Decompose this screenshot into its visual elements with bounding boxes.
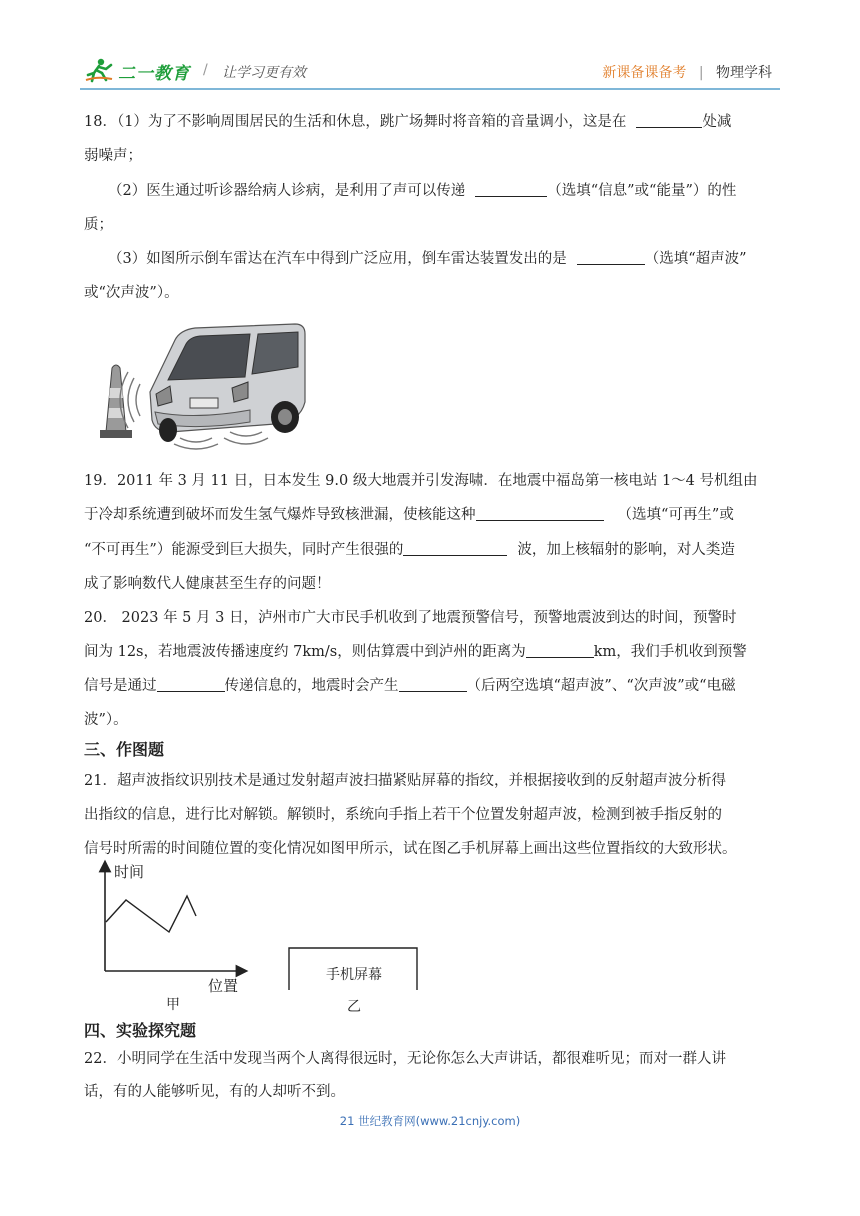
q18-text: 处减 — [702, 114, 732, 130]
x-axis-label: 位置 — [208, 977, 239, 995]
header-right — [602, 62, 772, 82]
q20-text: 信号是通过 — [84, 678, 157, 694]
q20-line4: 波”）。 — [84, 712, 128, 728]
q20-line2 — [84, 643, 784, 661]
q18-line1 — [84, 113, 784, 131]
q20-text: （后两空选填“超声波”、“次声波”或“电磁 — [466, 678, 736, 694]
q18-part3 — [108, 250, 808, 268]
phone-caption: 乙 — [347, 999, 361, 1015]
q18-text: 18．（1）为了不影响周围居民的生活和休息，跳广场舞时将音箱的音量调小，这是在 — [84, 114, 627, 130]
answer-blank[interactable] — [636, 113, 702, 128]
q18-part2 — [108, 182, 808, 200]
q18-part3-cont: 或“次声波”）。 — [84, 285, 179, 301]
q20-line1: 20． 2023 年 5 月 3 日，泸州市广大市民手机收到了地震预警信号，预警地震波到达的时间，预警时 — [84, 610, 737, 626]
page-header — [0, 0, 860, 95]
time-position-graph — [92, 858, 252, 1018]
logo-text: 二一教育 — [118, 63, 190, 84]
q21-line1: 21．超声波指纹识别技术是通过发射超声波扫描紧贴屏幕的指纹，并根据接收到的反射超声波分析得 — [84, 773, 726, 789]
slogan-separator: / — [203, 62, 208, 78]
answer-blank[interactable] — [403, 541, 507, 556]
q19-line1: 19．2011 年 3 月 11 日，日本发生 9.0 级大地震并引发海啸．在地震中福岛第一核电站 1～4 号机组由 — [84, 473, 758, 489]
q19-text: 于冷却系统遭到破坏而发生氢气爆炸导致核泄漏，使核能这种 — [84, 507, 476, 523]
q19-text: （选填“可再生”或 — [617, 507, 734, 523]
answer-blank[interactable] — [526, 643, 594, 658]
q19-line4: 成了影响数代人健康甚至生存的问题！ — [84, 576, 331, 592]
header-divider — [80, 88, 780, 90]
answer-blank[interactable] — [475, 182, 547, 197]
q19-text: “不可再生”）能源受到巨大损失，同时产生很强的 — [84, 542, 404, 558]
q18-line2: 弱噪声； — [84, 148, 142, 164]
header-separator: | — [698, 65, 704, 81]
q20-text: 间为 12s，若地震波传播速度约 7km/s，则估算震中到泸州的距离为 — [84, 644, 526, 660]
q18-part2-cont: 质； — [84, 217, 113, 233]
reversing-car-illustration — [100, 322, 310, 452]
brand-logo — [84, 58, 190, 84]
page-footer[interactable]: 21 世纪教育网(www.21cnjy.com) — [339, 1114, 521, 1128]
graph-caption: 甲 — [166, 997, 180, 1013]
q19-text: 波，加上核辐射的影响，对人类造 — [517, 542, 735, 558]
q18-text: （选填“超声波” — [644, 251, 747, 267]
phone-screen-label: 手机屏幕 — [326, 967, 382, 983]
q20-line3 — [84, 677, 784, 695]
phone-screen-figure — [286, 946, 422, 1018]
q22-line1: 22．小明同学在生活中发现当两个人离得很远时，无论你怎么大声讲话，都很难听见；而对一群人讲 — [84, 1051, 726, 1067]
answer-blank[interactable] — [476, 506, 604, 521]
q20-text: 传递信息的，地震时会产生 — [224, 678, 399, 694]
answer-blank[interactable] — [399, 677, 467, 692]
q18-text: （3）如图所示倒车雷达在汽车中得到广泛应用，倒车雷达装置发出的是 — [108, 251, 567, 267]
q19-line3 — [84, 541, 784, 559]
q21-line2: 出指纹的信息，进行比对解锁。解锁时，系统向手指上若干个位置发射超声波，检测到被手指反射的 — [84, 807, 722, 823]
q19-line2 — [84, 506, 784, 524]
q21-line3: 信号时所需的时间随位置的变化情况如图甲所示，试在图乙手机屏幕上画出这些位置指纹的大致形状。 — [84, 841, 737, 857]
section-heading-drawing: 三、作图题 — [84, 740, 165, 759]
time-curve — [106, 896, 196, 932]
header-tag: 新课备课备考 — [602, 65, 687, 81]
y-axis-label: 时间 — [114, 863, 145, 881]
slogan: 让学习更有效 — [222, 65, 306, 81]
running-figure-icon — [84, 58, 114, 84]
q20-text: km，我们手机收到预警 — [593, 644, 747, 660]
header-subject: 物理学科 — [716, 65, 772, 81]
q18-text: （选填“信息”或“能量”）的性 — [547, 183, 737, 199]
q22-line2: 话，有的人能够听见，有的人却听不到。 — [84, 1084, 345, 1100]
answer-blank[interactable] — [577, 250, 645, 265]
answer-blank[interactable] — [157, 677, 225, 692]
section-heading-experiment: 四、实验探究题 — [84, 1021, 197, 1040]
q18-text: （2）医生通过听诊器给病人诊病，是利用了声可以传递 — [108, 183, 466, 199]
